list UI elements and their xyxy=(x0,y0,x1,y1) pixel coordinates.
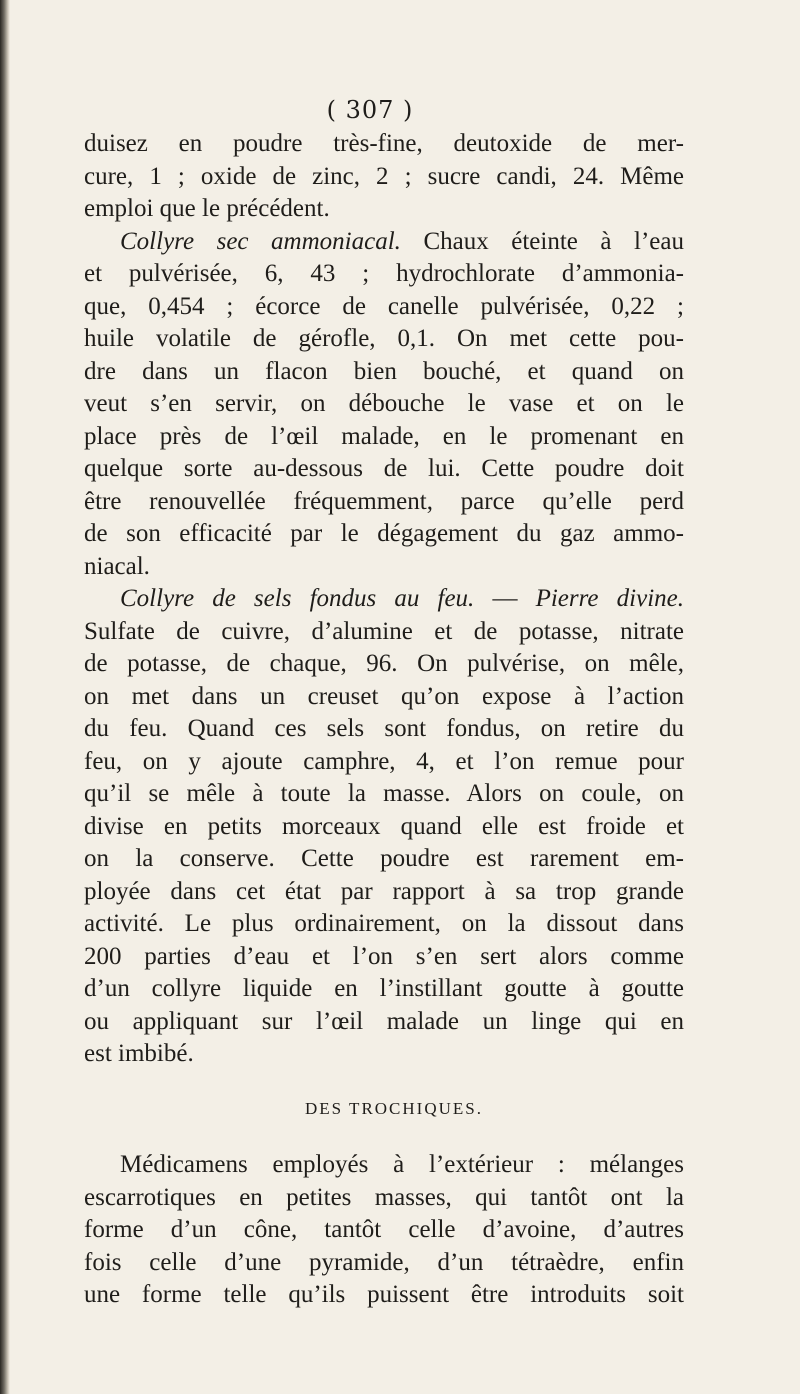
paragraph-collyre-sels-fondus xyxy=(84,583,684,1071)
text-line: du feu. Quand ces sels sont fondus, on retire du xyxy=(84,715,684,742)
text-line: fois celle d’une pyramide, d’un tétraèdre, enfin xyxy=(84,1248,684,1276)
text-line: et pulvérisée, 6, 43 ; hydrochlorate d’ammonia- xyxy=(84,260,684,287)
text-line: 200 parties d’eau et l’on s’en sert alors comme xyxy=(84,942,684,970)
text-span: Chaux éteinte à l’eau xyxy=(400,227,684,255)
text-line: de son efficacité par le dégagement du gaz ammo- xyxy=(84,520,684,547)
section-heading: DES TROCHIQUES. xyxy=(305,1098,483,1118)
text-line: d’un collyre liquide en l’instillant goutte à goutte xyxy=(84,975,684,1002)
recipe-subtitle: Pierre divine. xyxy=(535,585,685,612)
text-line xyxy=(84,226,684,259)
page-number: ( 307 ) xyxy=(326,96,414,124)
text-line: une forme telle qu’ils puissent être introduits soit xyxy=(84,1281,684,1308)
text-line: Médicamens employés à l’extérieur : mélanges xyxy=(120,1151,684,1178)
text-line: Sulfate de cuivre, d’alumine et de potasse, nitrate xyxy=(84,617,684,645)
paragraph-collyre-sec xyxy=(84,226,684,584)
text-line: escarrotiques en petites masses, qui tantôt ont la xyxy=(84,1183,684,1211)
recipe-title: Collyre sec ammoniacal. xyxy=(120,227,401,255)
text-line: on la conserve. Cette poudre est rarement em- xyxy=(84,845,684,872)
text-span: — xyxy=(474,585,536,612)
text-line: feu, on y ajoute camphre, 4, et l’on remue pour xyxy=(84,747,684,775)
page-binding-edge xyxy=(0,0,10,1394)
text-line: niacal. xyxy=(84,552,150,580)
paragraph-continuation xyxy=(84,128,684,226)
text-line: ou appliquant sur l’œil malade un linge qui en xyxy=(84,1007,684,1035)
paragraph-trochiques xyxy=(84,1149,684,1312)
text-line: de potasse, de chaque, 96. On pulvérise, on mêle, xyxy=(84,650,684,677)
body-text xyxy=(84,128,684,1312)
text-line: que, 0,454 ; écorce de canelle pulvérisée, 0,22 ; xyxy=(84,292,684,320)
text-line: dre dans un flacon bien bouché, et quand on xyxy=(84,357,684,385)
text-line: cure, 1 ; oxide de zinc, 2 ; sucre candi, 24. Même xyxy=(84,162,684,190)
text-line: duisez en poudre très-fine, deutoxide de mer- xyxy=(84,130,684,157)
text-line: huile volatile de gérofle, 0,1. On met cette pou- xyxy=(84,325,684,352)
text-line: divise en petits morceaux quand elle est froide et xyxy=(84,812,684,840)
text-line: veut s’en servir, on débouche le vase et on le xyxy=(84,390,684,417)
text-line: ployée dans cet état par rapport à sa trop grande xyxy=(84,877,684,905)
text-line: activité. Le plus ordinairement, on la dissout dans xyxy=(84,910,684,937)
text-line: être renouvellée fréquemment, parce qu’elle perd xyxy=(84,487,684,515)
recipe-title: Collyre de sels fondus au feu. xyxy=(120,585,475,612)
text-line: place près de l’œil malade, en le promenant en xyxy=(84,422,684,450)
text-line: est imbibé. xyxy=(84,1040,194,1067)
text-line: forme d’un cône, tantôt celle d’avoine, d’autres xyxy=(84,1216,684,1243)
text-line: quelque sorte au-dessous de lui. Cette poudre doit xyxy=(84,455,684,482)
text-line: emploi que le précédent. xyxy=(84,195,330,222)
text-line xyxy=(84,583,684,616)
text-line: qu’il se mêle à toute la masse. Alors on coule, on xyxy=(84,780,684,807)
text-line: on met dans un creuset qu’on expose à l’action xyxy=(84,682,684,710)
